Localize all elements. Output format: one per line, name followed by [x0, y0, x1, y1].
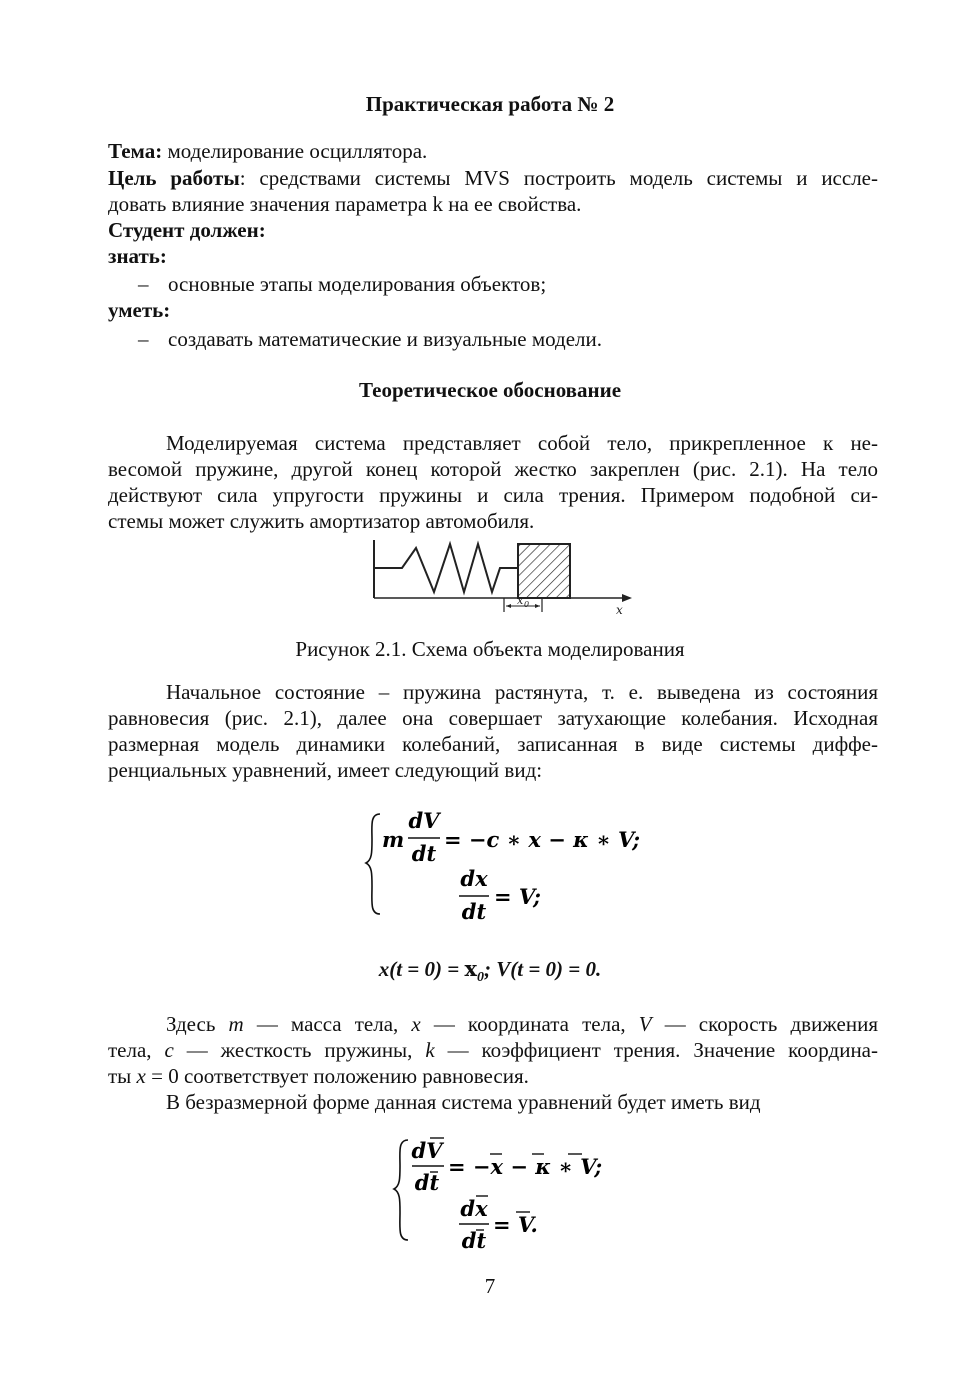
- var-x: x: [411, 1012, 421, 1036]
- eq2-numerator: dx: [460, 866, 488, 891]
- initial-conditions: [0, 956, 980, 986]
- paragraph-line: Моделируемая система представляет собой тело, прикрепленное к не-: [166, 431, 878, 455]
- eq2-denominator: dt: [461, 899, 487, 924]
- eq4-rhs: = V.: [493, 1212, 538, 1237]
- page-number: 7: [484, 1274, 496, 1298]
- paragraph-line: действуют сила упругости пружины и сила трения. Примером подобной си-: [108, 483, 878, 507]
- page-title: Практическая работа № 2: [365, 92, 615, 116]
- eq3-numerator: dV: [411, 1138, 443, 1163]
- eq-mass: m: [382, 827, 405, 852]
- eq3-denominator: dt: [414, 1170, 440, 1195]
- text-run: тела,: [108, 1038, 165, 1062]
- goal-line-2: довать влияние значения параметра k на ее свойства.: [108, 192, 582, 216]
- ic-part2: ; V(t = 0) = 0.: [484, 957, 602, 981]
- know-label: знать:: [108, 244, 167, 268]
- text-run: — жесткость пружины,: [173, 1038, 426, 1062]
- goal-label: Цель работы: [108, 166, 240, 190]
- var-x: x: [136, 1064, 146, 1088]
- eq1-rhs: = −c ∗ x − κ ∗ V;: [444, 827, 640, 852]
- paragraph-line: размерная модель динамики колебаний, записанная в виде системы диффе-: [108, 732, 878, 756]
- ic-x: x: [464, 956, 478, 981]
- var-m: m: [228, 1012, 244, 1036]
- ic-part1: x(t = 0) =: [378, 957, 465, 981]
- section-heading: Теоретическое обоснование: [358, 378, 622, 402]
- topic-line: [108, 138, 427, 164]
- eq4-denominator: dt: [461, 1228, 487, 1253]
- paragraph-line: [108, 1063, 878, 1089]
- eq1-numerator: dV: [408, 808, 440, 833]
- eq3-rhs: = −x − κ ∗ V;: [448, 1154, 603, 1179]
- text-run: = 0 соответствует положению равновесия.: [145, 1064, 529, 1088]
- left-brace: [366, 814, 380, 914]
- paragraph-line: ренциальных уравнений, имеет следующий вид:: [108, 758, 543, 782]
- paragraph-line: весомой пружине, другой конец которой жестко закреплен (рис. 2.1). На тело: [108, 457, 878, 481]
- paragraph-line: стемы может служить амортизатор автомобиля.: [108, 509, 535, 533]
- eq4-numerator: dx: [460, 1196, 488, 1221]
- text-run: Здесь: [166, 1012, 229, 1036]
- bullet-dash: –: [138, 272, 149, 296]
- text-run: — скорость движения: [651, 1012, 879, 1036]
- student-must: Студент должен:: [108, 218, 266, 242]
- paragraph-line: [108, 1011, 878, 1037]
- know-item: [138, 271, 546, 297]
- text-run: — коэффициент трения. Значение координа-: [434, 1038, 878, 1062]
- eq2-rhs: = V;: [494, 884, 541, 909]
- x-axis-arrow: [622, 594, 632, 602]
- ic-subscript: 0: [477, 970, 485, 986]
- var-v: V: [638, 1012, 652, 1036]
- can-item: [138, 326, 602, 352]
- x0-subscript: 0: [524, 600, 530, 609]
- mass-block: [518, 544, 570, 598]
- can-label: уметь:: [108, 298, 171, 322]
- paragraph-line: Начальное состояние – пружина растянута, т. е. выведена из состояния: [166, 680, 878, 704]
- text-run: — масса тела,: [243, 1012, 412, 1036]
- equation-system-2: [392, 1130, 632, 1254]
- variables-paragraph: [108, 1011, 878, 1115]
- goal-line-1: [108, 165, 878, 191]
- spring: [374, 544, 518, 592]
- text-run: ты: [108, 1064, 137, 1088]
- eq1-denominator: dt: [411, 841, 437, 866]
- dimensionless-intro: В безразмерной форме данная система уравнений будет иметь вид: [166, 1090, 761, 1114]
- var-c: c: [164, 1038, 174, 1062]
- x0-label: x: [517, 594, 524, 607]
- know-item-text: основные этапы моделирования объектов;: [168, 272, 547, 296]
- figure-caption: Рисунок 2.1. Схема объекта моделирования: [295, 637, 685, 661]
- equation-system-1: [364, 806, 644, 928]
- can-item-text: создавать математические и визуальные модели.: [168, 327, 603, 351]
- spring-mass-figure: [360, 536, 640, 620]
- text-run: — координата тела,: [420, 1012, 639, 1036]
- axis-x-label: x: [616, 603, 623, 617]
- topic-text: моделирование осциллятора.: [162, 139, 428, 163]
- initial-state-paragraph: [108, 679, 878, 783]
- dimension-arrow-left: [506, 604, 511, 608]
- var-k: k: [425, 1038, 435, 1062]
- paragraph-line: равновесия (рис. 2.1), далее она совершает затухающие колебания. Исходная: [108, 706, 878, 730]
- paragraph-line: [108, 1037, 878, 1063]
- bullet-dash: –: [138, 327, 149, 351]
- dimension-arrow-right: [535, 604, 540, 608]
- left-brace: [394, 1140, 408, 1240]
- theory-paragraph: [108, 430, 878, 534]
- goal-text-1: : средствами системы MVS построить модель системы и иссле-: [239, 166, 878, 190]
- topic-label: Тема:: [108, 139, 163, 163]
